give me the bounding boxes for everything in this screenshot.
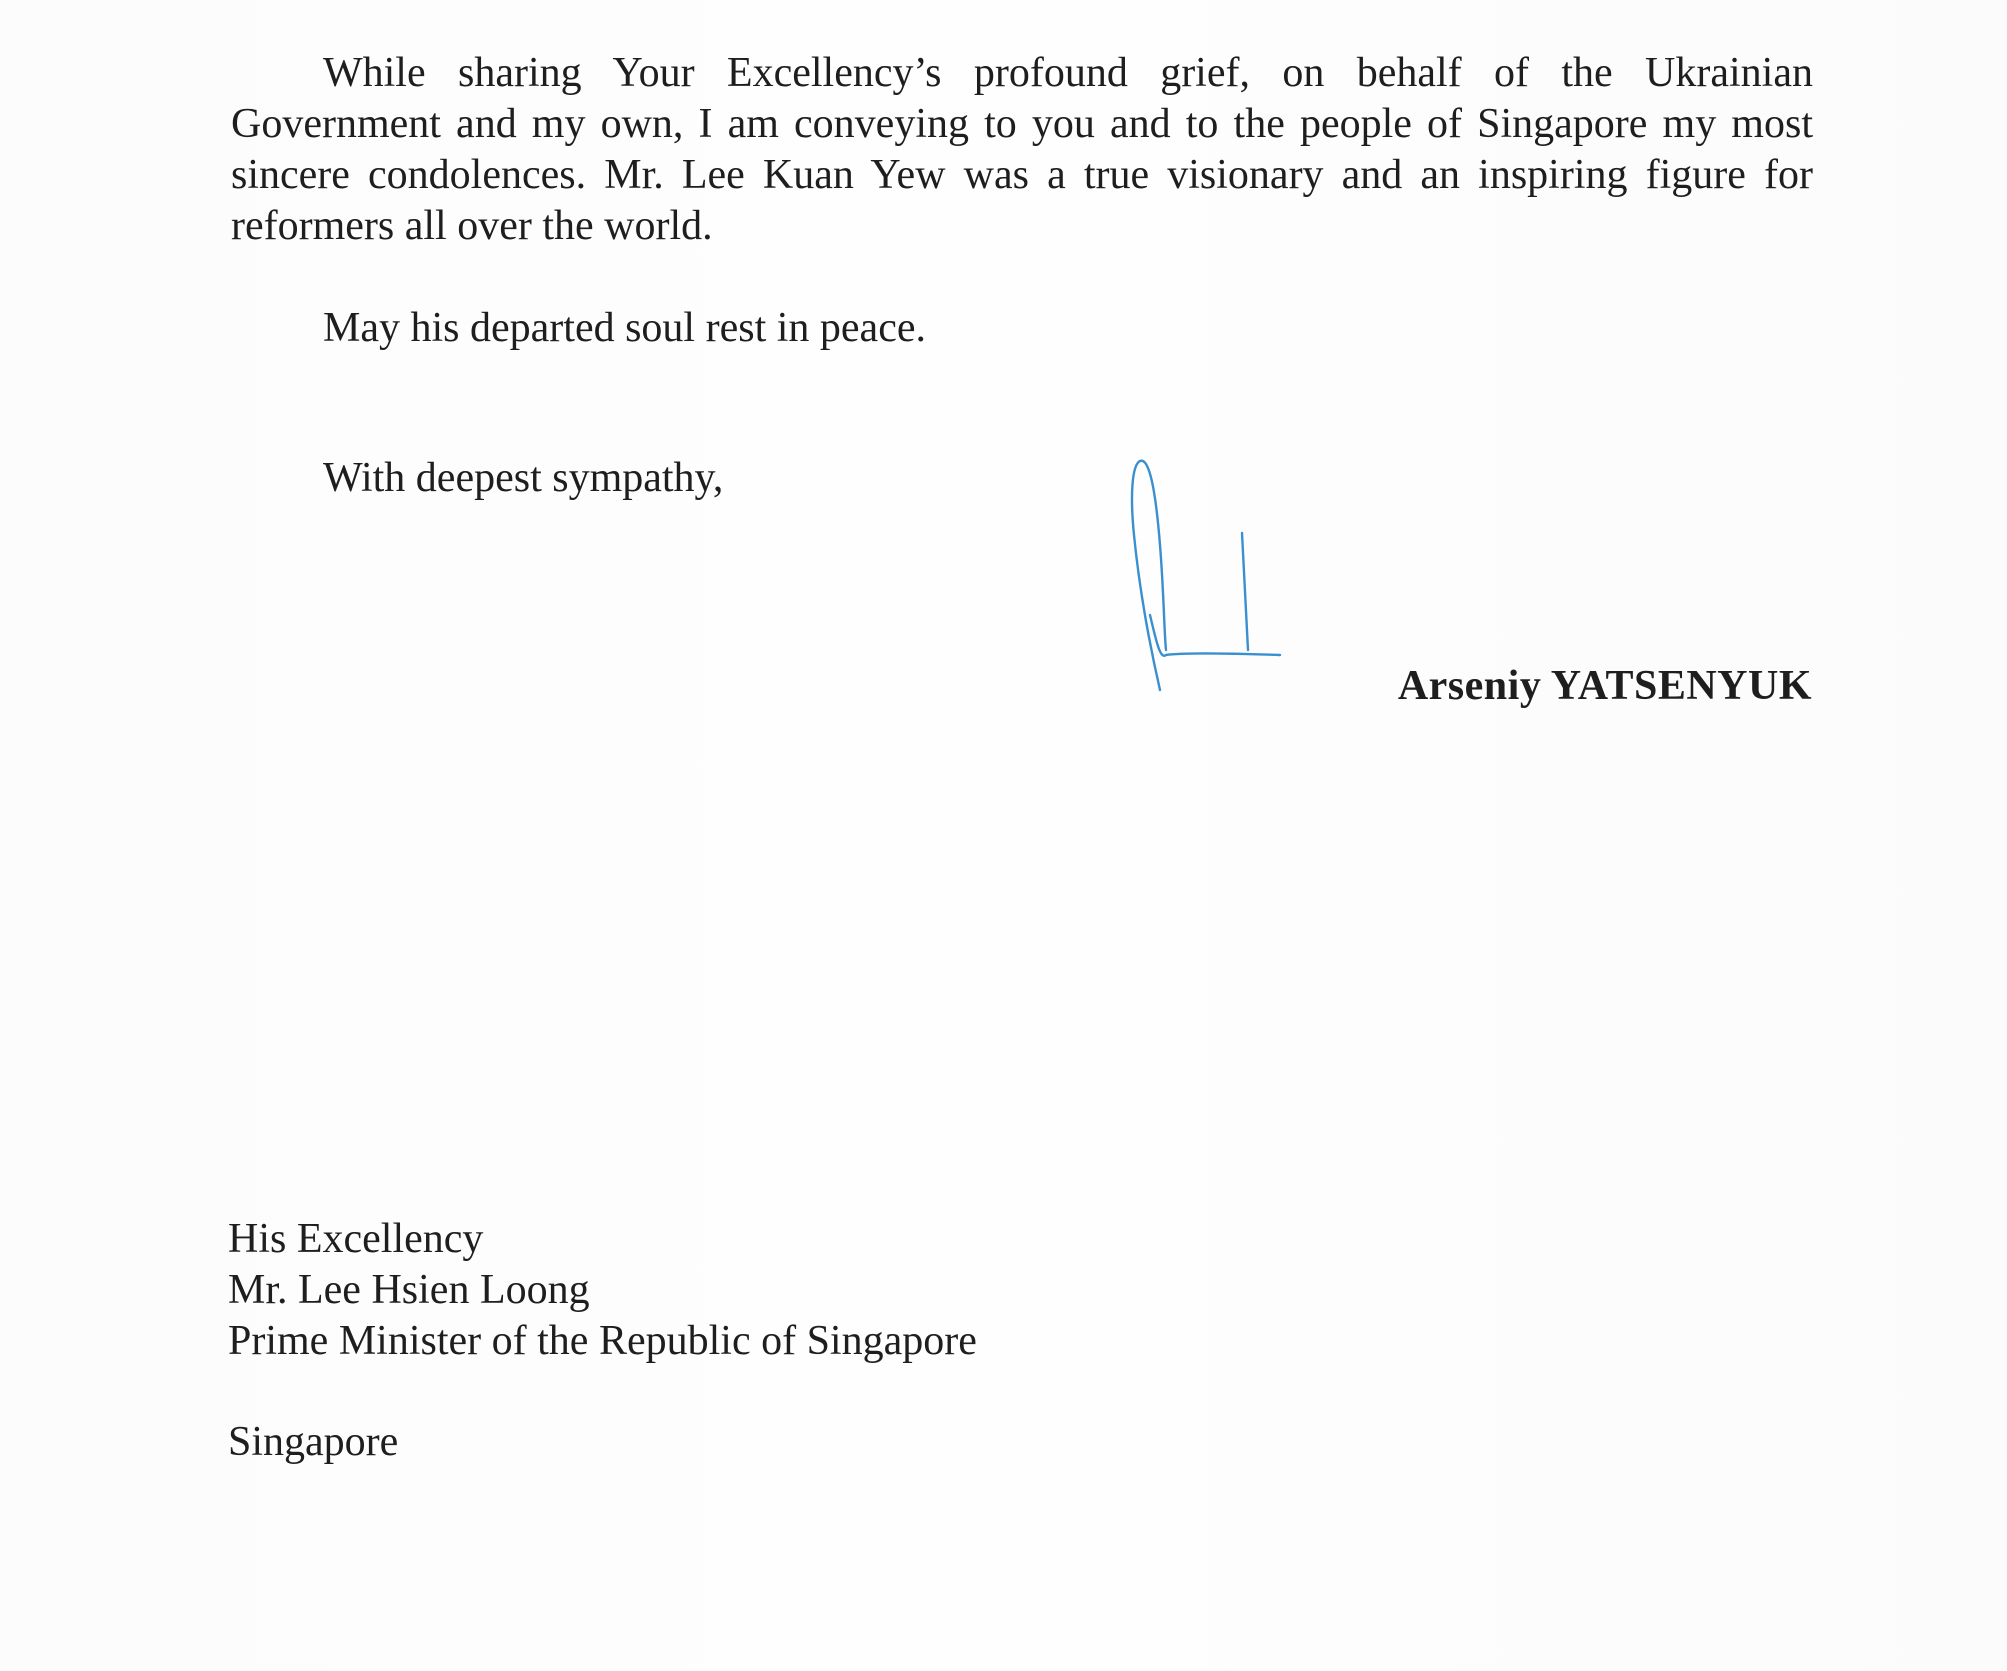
handwritten-signature [1120, 455, 1290, 705]
signatory-name: Arseniy YATSENYUK [1397, 663, 1812, 709]
recipient-honorific: His Excellency [228, 1216, 484, 1262]
recipient-location: Singapore [228, 1419, 399, 1465]
closing-line: With deepest sympathy, [323, 455, 724, 501]
signature-stroke [1132, 461, 1280, 690]
blessing-line: May his departed soul rest in peace. [323, 305, 926, 351]
condolence-paragraph [231, 48, 1813, 252]
recipient-title: Prime Minister of the Republic of Singapore [228, 1318, 977, 1364]
recipient-name: Mr. Lee Hsien Loong [228, 1267, 590, 1313]
condolence-text: While sharing Your Excellency’s profound grief, on behalf of the Ukrainian Government and my own, I am conveying to you and to the people of Singapore my most sincere condolences. Mr. Lee Kuan Yew was a true visionary and an inspiring figure for reformers all over the world. [231, 50, 1813, 249]
